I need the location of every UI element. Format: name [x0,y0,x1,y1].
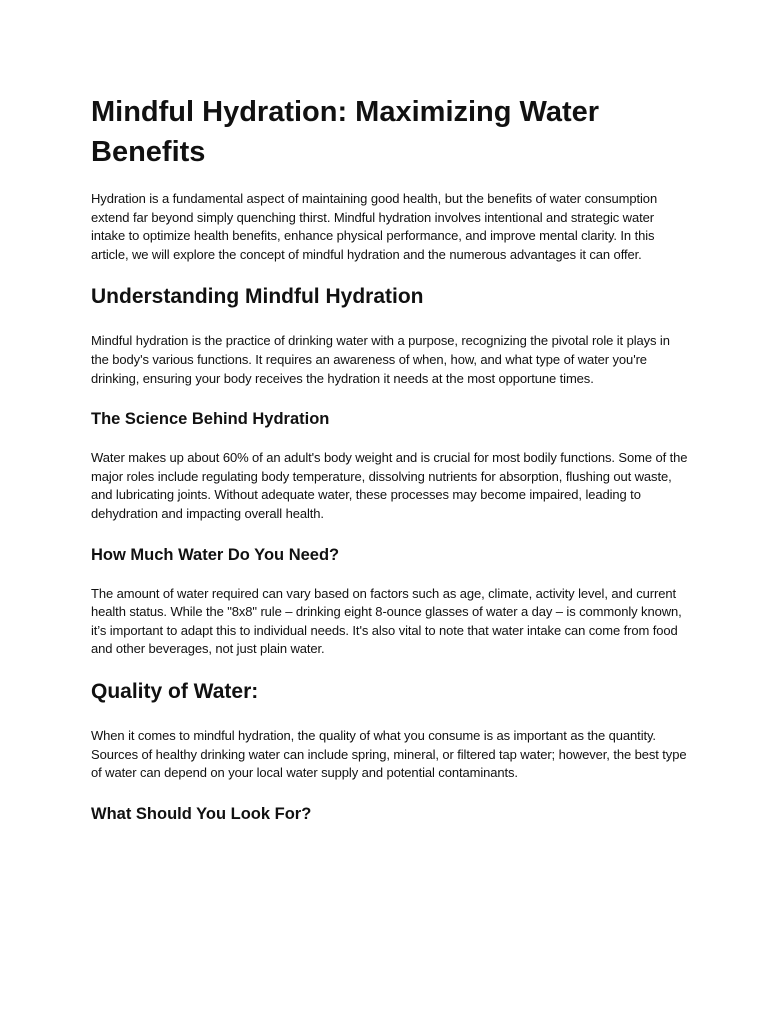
section-body-how-much: The amount of water required can vary based on factors such as age, climate, activity level, and current health status. While the "8x8" rule – drinking eight 8-ounce glasses of water a day – is commonly known, it’s important to adapt this to individual needs. It's also vital to note that water intake can come from food and other beverages, not just plain water. [91,585,682,657]
document-page [91,92,691,825]
section-heading-quality: Quality of Water: [91,679,259,703]
section-body-science: Water makes up about 60% of an adult's body weight and is crucial for most bodily functions. Some of the major roles include regulating body temperature, dissolving nutrients for absorption, flushing out waste, and lubricating joints. Without adequate water, these processes may become impaired, leading to dehydration and impacting overall health. [91,450,688,521]
page-title: Mindful Hydration: Maximizing Water Benefits [91,96,600,168]
section-body-quality: When it comes to mindful hydration, the quality of what you consume is as important as the quantity. Sources of healthy drinking water can include spring, mineral, or filtered tap water; however, the best type of water can depend on your local water supply and potential contaminants. [91,727,687,781]
section-heading-understanding: Understanding Mindful Hydration [91,285,424,309]
section-heading-how-much: How Much Water Do You Need? [91,545,340,564]
section-heading-look-for: What Should You Look For? [91,804,312,823]
section-body-understanding: Mindful hydration is the practice of drinking water with a purpose, recognizing the pivotal role it plays in the body's various functions. It requires an awareness of when, how, and what type of water you're drinking, ensuring your body receives the hydration it needs at the most opportune times. [91,333,670,386]
intro-paragraph: Hydration is a fundamental aspect of maintaining good health, but the benefits of water consumption extend far beyond simply quenching thirst. Mindful hydration involves intentional and strategic water intake to optimize health benefits, enhance physical performance, and improve mental clarity. In this article, we will explore the concept of mindful hydration and the numerous advantages it can offer. [91,191,658,262]
section-heading-science: The Science Behind Hydration [91,410,330,429]
